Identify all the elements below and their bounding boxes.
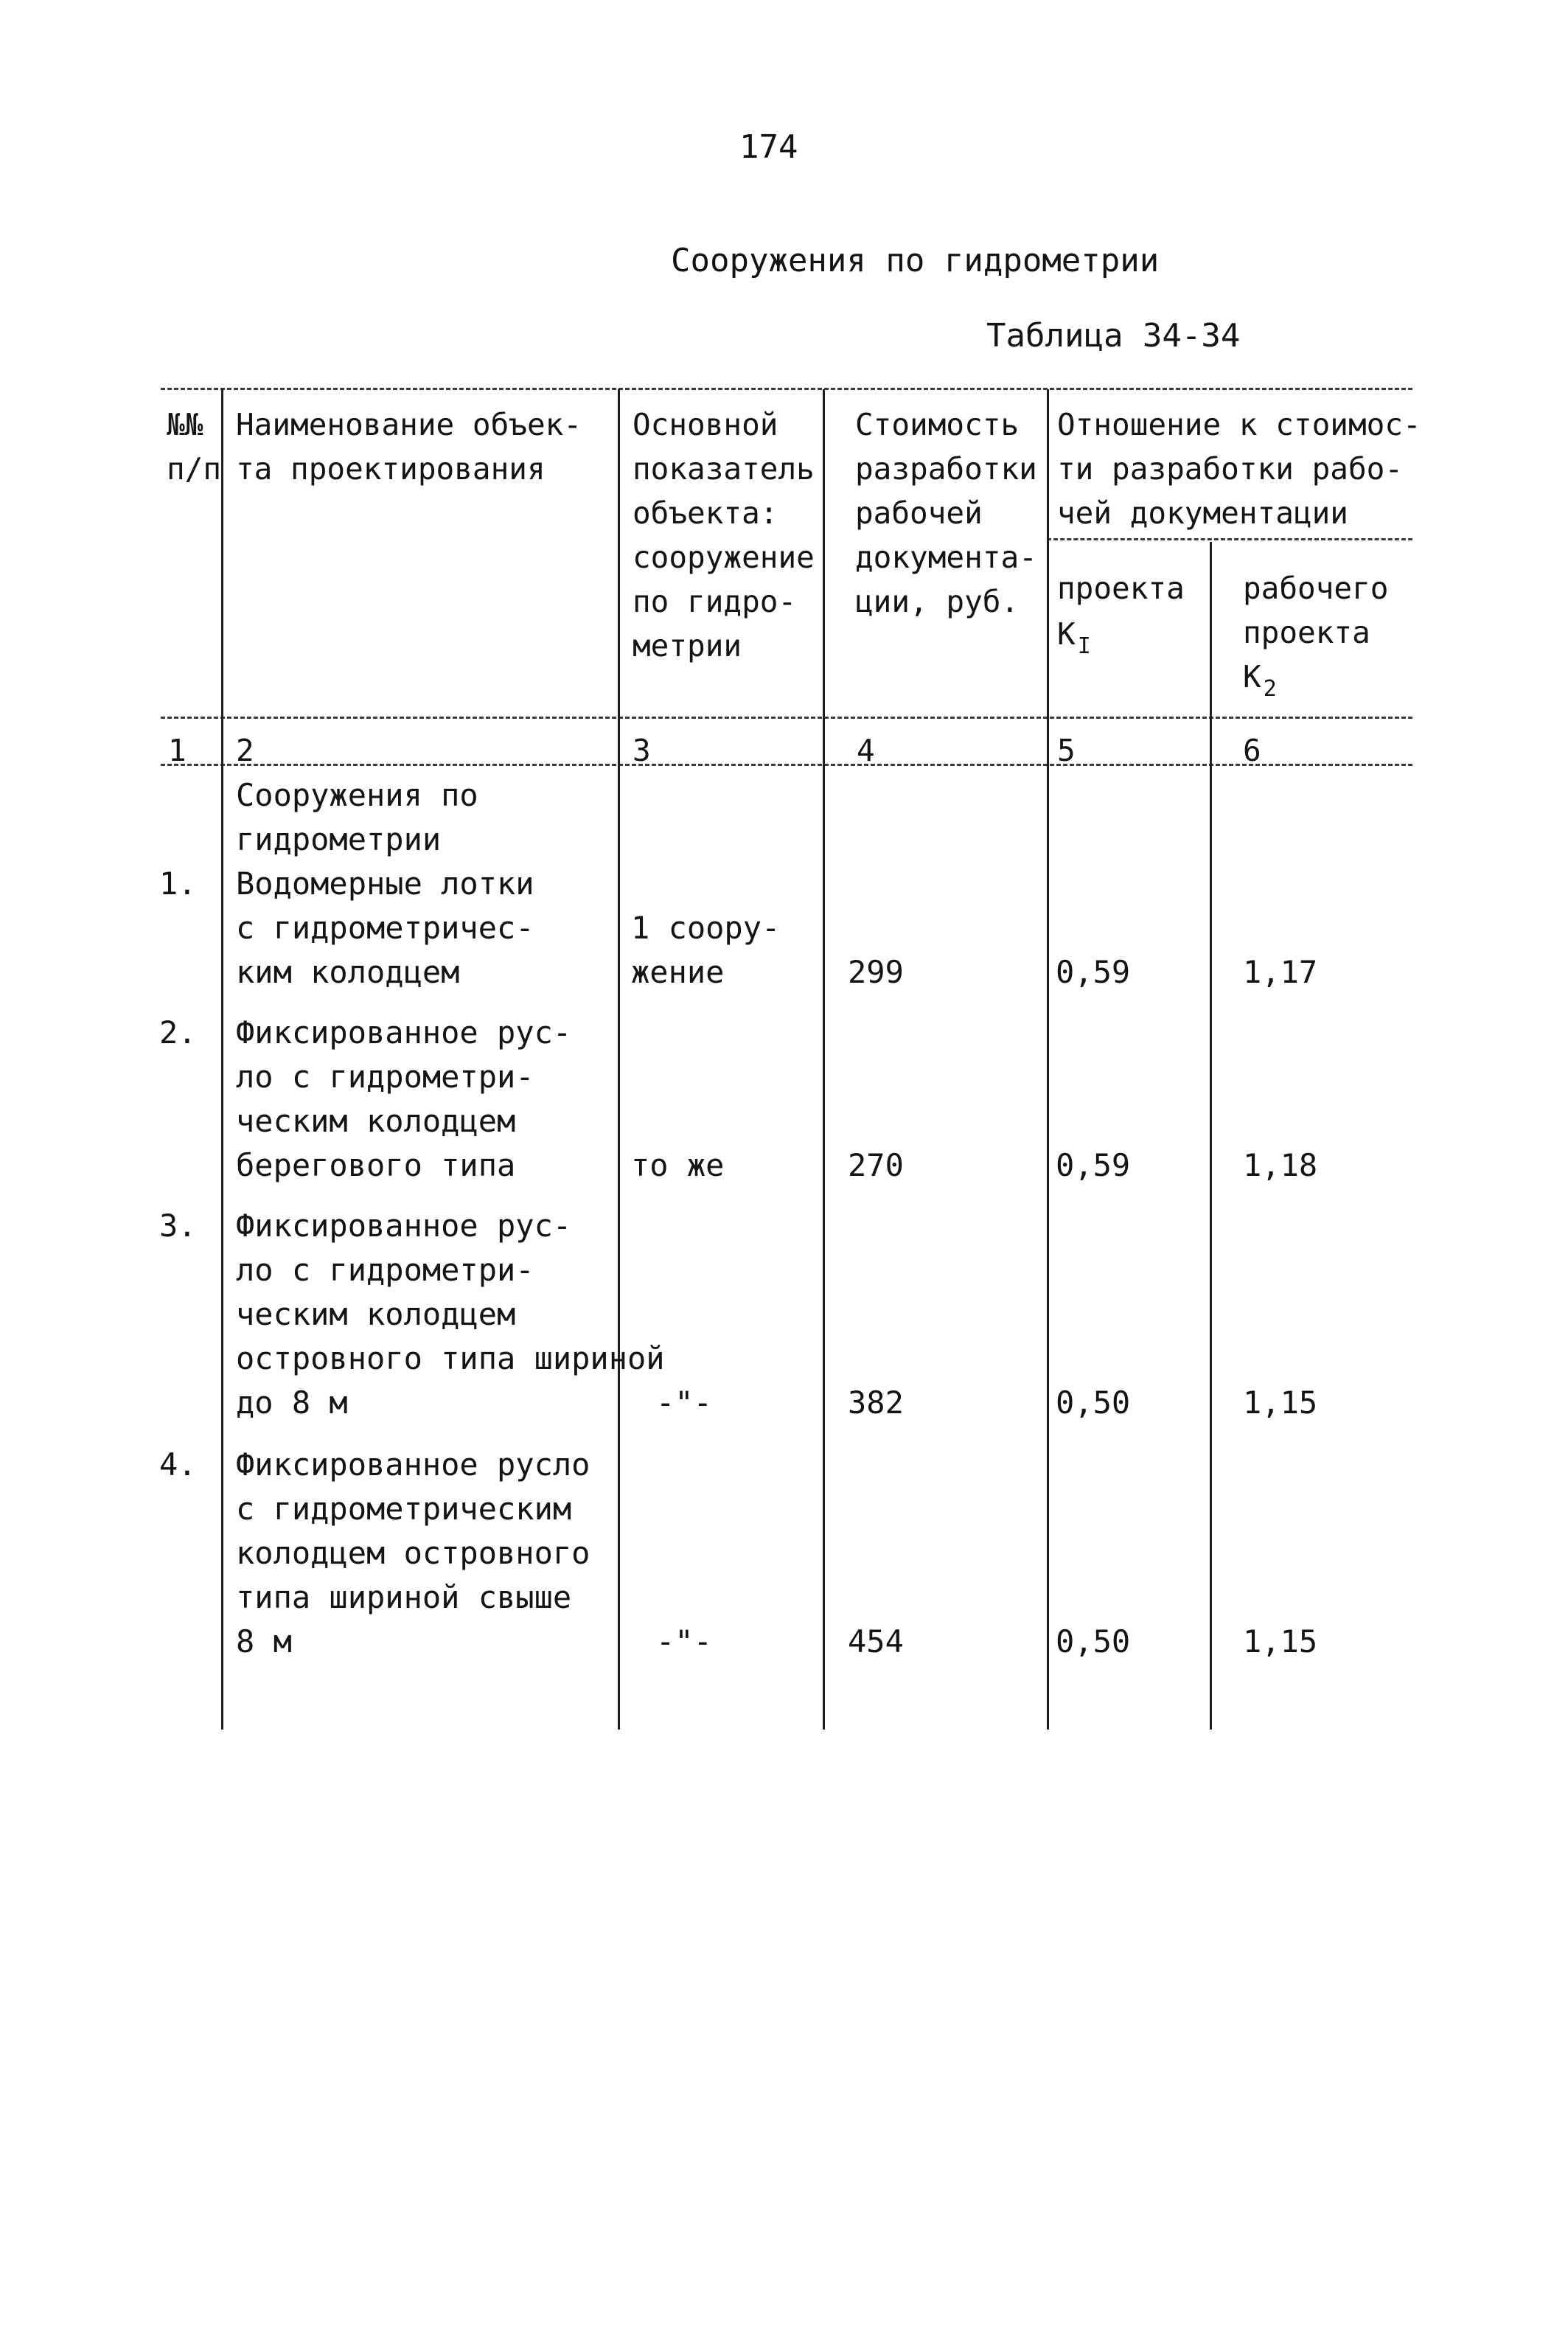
row-number: 3.: [159, 1208, 197, 1244]
header-bottom-rule: [161, 717, 1412, 719]
col-divider-3: [823, 389, 825, 1730]
page-title: Сооружения по гидрометрии: [671, 242, 1160, 279]
row-k2: 1,15: [1243, 1385, 1318, 1421]
row-cost: 270: [848, 1147, 904, 1183]
col-divider-1: [221, 389, 223, 1730]
col-divider-2: [618, 389, 620, 1730]
header-split-rule: [1047, 538, 1412, 540]
row-number: 1.: [159, 865, 197, 902]
colnum-bottom-rule: [161, 764, 1412, 766]
row-cost: 299: [848, 954, 904, 990]
row-k1: 0,50: [1056, 1385, 1131, 1421]
page-number: 174: [739, 128, 798, 166]
row-k2: 1,17: [1243, 954, 1318, 990]
col-divider-5: [1210, 542, 1212, 1730]
row-k1: 0,59: [1056, 954, 1131, 990]
row-k2: 1,18: [1243, 1147, 1318, 1183]
row-number: 2.: [159, 1014, 197, 1051]
row-k2: 1,15: [1243, 1623, 1318, 1659]
row-cost: 454: [848, 1623, 904, 1659]
row-k1: 0,59: [1056, 1147, 1131, 1183]
row-number: 4.: [159, 1446, 197, 1483]
row-k1: 0,50: [1056, 1623, 1131, 1659]
row-cost: 382: [848, 1385, 904, 1421]
table-label: Таблица 34-34: [986, 317, 1241, 355]
col-divider-4: [1047, 389, 1049, 1730]
table-top-rule: [161, 388, 1412, 390]
